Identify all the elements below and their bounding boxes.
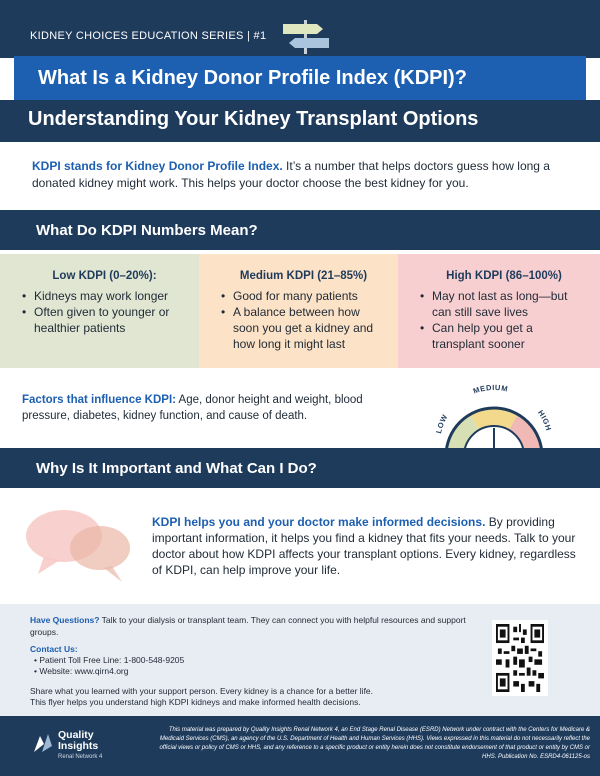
questions-paragraph bbox=[30, 614, 470, 638]
medium-kdpi-heading: Medium KDPI (21–85%) bbox=[239, 270, 368, 282]
intro-paragraph bbox=[32, 158, 572, 192]
why-section-title: Why Is It Important and What Can I Do? bbox=[36, 460, 317, 477]
page-title: What Is a Kidney Donor Profile Index (KDPI)? bbox=[14, 56, 586, 100]
factors-paragraph bbox=[22, 392, 392, 424]
contact-block bbox=[30, 644, 330, 677]
share-block bbox=[30, 686, 490, 708]
page-subtitle: Understanding Your Kidney Transplant Options bbox=[28, 108, 479, 130]
list-item: • May not last as long—but can still save lives bbox=[420, 288, 588, 320]
low-kdpi-heading: Low KDPI (0–20%): bbox=[52, 270, 157, 282]
share-line: Share what you learned with your support person. Every kidney is a chance for a better life. bbox=[30, 686, 374, 696]
logo-wordmark bbox=[58, 730, 98, 752]
speech-bubbles-icon bbox=[20, 498, 140, 588]
gauge-medium-label: MEDIUM bbox=[471, 382, 509, 396]
factors-text: Age, donor height and weight, blood pressure, diabetes, kidney function, and cause of death. bbox=[22, 394, 363, 422]
why-text: By providing important information, it helps you find a kidney that fits your needs. Talk to your doctor about how KDPI affects your transplant options. Every kidney, regardless of KDPI, can help improve your life. bbox=[152, 515, 576, 577]
intro-text: It’s a number that helps doctors guess how long a donated kidney might work. This helps your doctor choose the best kidney for you. bbox=[32, 159, 550, 190]
logo-line: Insights bbox=[58, 740, 99, 752]
list-item: • Often given to younger or healthier patients bbox=[22, 304, 187, 336]
list-item: • Good for many patients bbox=[221, 288, 386, 304]
list-item: • Kidneys may work longer bbox=[22, 288, 187, 304]
logo-subtitle: Renal Network 4 bbox=[58, 754, 103, 760]
why-lead: KDPI helps you and your doctor make informed decisions. bbox=[152, 515, 486, 529]
series-label: KIDNEY CHOICES EDUCATION SERIES | #1 bbox=[30, 30, 267, 42]
svg-text:LOW bbox=[434, 412, 450, 434]
quality-insights-logo bbox=[32, 728, 142, 764]
logo-mark-icon bbox=[32, 732, 54, 754]
high-kdpi-heading: High KDPI (86–100%) bbox=[446, 270, 562, 282]
intro-lead: KDPI stands for Kidney Donor Profile Index. bbox=[32, 159, 283, 173]
gauge-low-label: LOW bbox=[434, 412, 450, 435]
numbers-section-title: What Do KDPI Numbers Mean? bbox=[36, 222, 258, 239]
low-kdpi-panel bbox=[0, 254, 199, 368]
contact-phone[interactable]: • Patient Toll Free Line: 1-800-548-9205 bbox=[34, 655, 330, 666]
high-kdpi-panel bbox=[398, 254, 600, 368]
questions-text: Talk to your dialysis or transplant team. They can connect you with helpful resources and support groups. bbox=[30, 615, 466, 637]
contact-website[interactable]: • Website: www.qirn4.org bbox=[34, 666, 330, 677]
svg-text:HIGH bbox=[536, 408, 553, 432]
signpost-icon bbox=[277, 18, 335, 54]
svg-text:MEDIUM bbox=[472, 383, 509, 396]
contact-lead: Contact Us: bbox=[30, 644, 78, 654]
factors-lead: Factors that influence KDPI: bbox=[22, 394, 176, 406]
logo-line: Quality bbox=[58, 729, 94, 741]
questions-lead: Have Questions? bbox=[30, 615, 100, 625]
share-line: This flyer helps you understand high KDPI kidneys and make informed health decisions. bbox=[30, 697, 361, 707]
kdpi-gauge-icon bbox=[418, 378, 570, 456]
gauge-high-label: HIGH bbox=[536, 408, 554, 433]
disclaimer: This material was prepared by Quality Insights Renal Network 4, an End Stage Renal Disease (ESRD) Network under contract with the Centers for Medicare & Medicaid Services (CMS), an agency of the U.S. Department of Health and Human Services (HHS). Views expressed in this material do not necessarily reflect the official views or policy of CMS or HHS, and any reference to a specific product or entity herein does not constitute endorsement of that product or entity by CMS or HHS. Publication No. ESRD4-061125-os bbox=[159, 727, 590, 760]
list-item: • Can help you get a transplant sooner bbox=[420, 320, 588, 352]
medium-kdpi-panel bbox=[199, 254, 398, 368]
why-paragraph bbox=[152, 514, 580, 578]
list-item: • A balance between how soon you get a kidney and how long it might last bbox=[221, 304, 386, 352]
qr-code-icon[interactable] bbox=[492, 620, 548, 696]
